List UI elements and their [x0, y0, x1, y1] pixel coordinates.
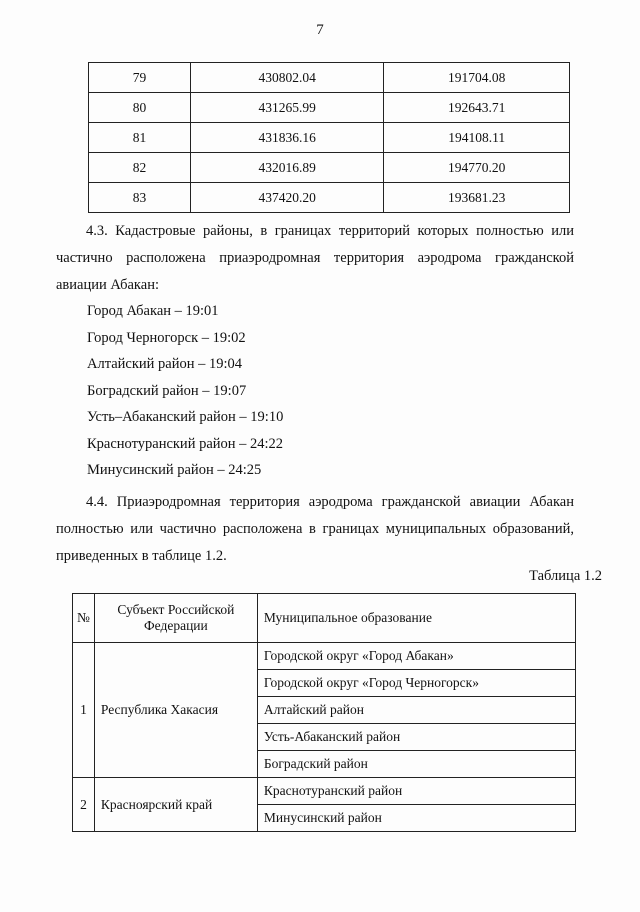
- table-row: [73, 778, 576, 805]
- coord-y: 192643.71: [384, 93, 570, 123]
- cadastral-districts-list: [87, 298, 283, 484]
- municipality-cell: Городской округ «Город Черногорск»: [257, 670, 575, 697]
- list-item: Боградский район – 19:07: [87, 382, 247, 399]
- region-number: 1: [73, 643, 95, 778]
- coord-y: 193681.23: [384, 183, 570, 213]
- municipalities-table: [72, 593, 576, 832]
- header-number: №: [73, 594, 95, 643]
- table-row: [89, 63, 570, 93]
- list-item: Алтайский район – 19:04: [87, 356, 243, 372]
- coordinates-table: [88, 62, 570, 213]
- municipality-cell: Алтайский район: [257, 697, 575, 724]
- coord-y: 191704.08: [384, 63, 570, 93]
- list-item: Город Абакан – 19:01: [87, 303, 219, 319]
- table-row: [89, 123, 570, 153]
- region-number: 2: [73, 778, 95, 832]
- table-row: [89, 153, 570, 183]
- table-row: [89, 93, 570, 123]
- point-number: 80: [89, 93, 191, 123]
- point-number: 79: [89, 63, 191, 93]
- page-number: 7: [316, 22, 324, 38]
- municipality-cell: Усть-Абаканский район: [257, 724, 575, 751]
- municipality-cell: Городской округ «Город Абакан»: [257, 643, 575, 670]
- coord-x: 432016.89: [190, 153, 383, 183]
- header-subject: Субъект Российской Федерации: [94, 594, 257, 643]
- coord-x: 437420.20: [190, 183, 383, 213]
- region-subject: Республика Хакасия: [94, 643, 257, 778]
- coord-x: 431265.99: [190, 93, 383, 123]
- municipality-cell: Боградский район: [257, 751, 575, 778]
- municipality-cell: Минусинский район: [257, 805, 575, 832]
- list-item: Краснотуранский район – 24:22: [87, 435, 284, 452]
- coord-y: 194770.20: [384, 153, 570, 183]
- section-4-3-paragraph: 4.3. Кадастровые районы, в границах территорий которых полностью или частично расположена приаэродромная территория аэродрома гражданской авиации Абакан:: [56, 223, 574, 293]
- point-number: 83: [89, 183, 191, 213]
- point-number: 81: [89, 123, 191, 153]
- list-item: Минусинский район – 24:25: [87, 462, 262, 478]
- region-subject: Красноярский край: [94, 778, 257, 832]
- table-header-row: [73, 594, 576, 643]
- municipality-cell: Краснотуранский район: [257, 778, 575, 805]
- table-row: [73, 643, 576, 670]
- list-item: Город Черногорск – 19:02: [87, 329, 246, 346]
- list-item: Усть–Абаканский район – 19:10: [87, 409, 284, 425]
- section-4-4-paragraph: 4.4. Приаэродромная территория аэродрома гражданской авиации Абакан полностью или частично расположена в границах муниципальных образований, приведенных в таблице 1.2.: [56, 494, 574, 564]
- coord-y: 194108.11: [384, 123, 570, 153]
- point-number: 82: [89, 153, 191, 183]
- table-caption: Таблица 1.2: [529, 568, 602, 584]
- table-row: [89, 183, 570, 213]
- header-municipality: Муниципальное образование: [257, 594, 575, 643]
- coord-x: 430802.04: [190, 63, 383, 93]
- coord-x: 431836.16: [190, 123, 383, 153]
